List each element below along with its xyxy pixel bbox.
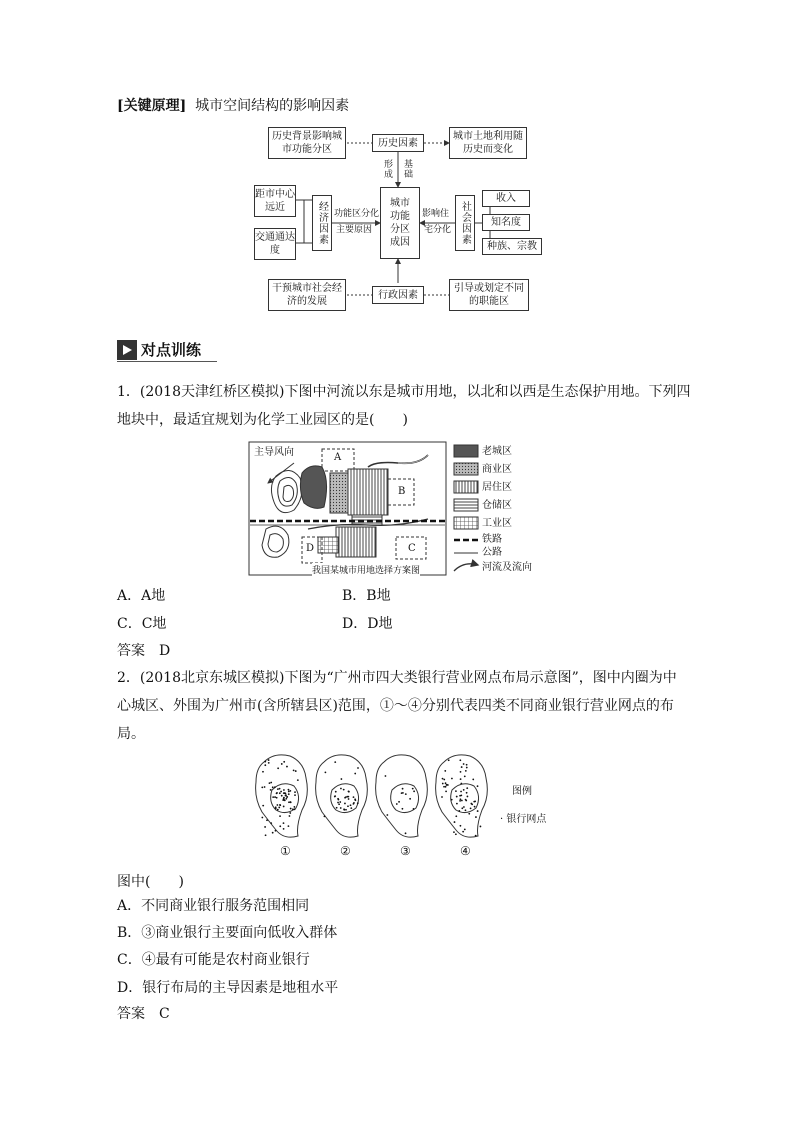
bank-dot [283,828,285,830]
bank-dot [465,770,467,772]
bank-dot [354,798,356,800]
bank-dot [338,803,340,805]
legend-residential: 居住区 [482,482,512,493]
bank-dot [324,815,326,817]
q2-legend-title: 图例 [512,786,532,797]
center-box [380,187,420,259]
bank-dot [448,759,450,761]
bank-dot [292,808,294,810]
bank-dot [464,829,466,831]
legend-industrial: 工业区 [482,518,512,529]
bank-dot [468,813,470,815]
bank-dot [340,807,342,809]
social-factor-box: 社会因素 [455,195,475,251]
bank-dot [480,826,482,828]
bank-dot [462,831,464,833]
bank-dot [268,759,270,761]
bank-dot [465,809,467,811]
econ-traffic-box: 交通通达度 [254,228,296,260]
bank-dot [283,806,285,808]
bank-dot [456,803,458,805]
history-left-box: 历史背景影响城市功能分区 [268,127,346,159]
key-principle-tag: [关键原理] [117,98,187,114]
bank-dot [461,766,463,768]
bank-dot [277,767,279,769]
bank-dot [279,815,281,817]
arrow-label-form: 形成 [382,159,392,179]
bank-dot [339,801,341,803]
legend-river: 河流及流向 [482,562,532,573]
econ-distance-box: 距市中心远近 [254,185,296,217]
bank-dot [269,782,271,784]
bank-dot [463,789,465,791]
bank-dot [281,763,283,765]
bank-dot [459,759,461,761]
bank-dot [401,792,403,794]
q1-option-c[interactable]: C．C地 [117,616,167,632]
bank-dot [344,797,346,799]
bank-dot [262,805,264,807]
bank-dot [466,787,468,789]
q1-option-d[interactable]: D．D地 [342,616,393,632]
admin-right-box: 引导或划定不同的职能区 [449,279,529,311]
social-race-box: 种族、宗教 [482,238,542,255]
q2-map-label-2: ② [340,844,351,858]
bank-dot [268,762,270,764]
bank-dot [294,794,296,796]
bank-dot [456,796,458,798]
bank-dot [275,830,277,832]
q2-option-a[interactable]: A．不同商业银行服务范围相同 [117,898,310,914]
bank-dot [474,806,476,808]
q2-map-label-1: ① [280,844,291,858]
bank-dot [413,790,415,792]
history-right-box: 城市土地利用随历史而变化 [449,127,527,159]
q2-lead: 图中( ) [117,874,184,890]
bank-dot [385,775,387,777]
bank-dot [272,832,274,834]
bank-dot [402,788,404,790]
q2-map-label-3: ③ [400,844,411,858]
bank-dot [465,799,467,801]
bank-dot [445,782,447,784]
bank-dot [275,807,277,809]
bank-dot [471,803,473,805]
bank-dot [337,802,339,804]
section-header [117,340,217,362]
q1-answer: 答案 D [117,643,171,659]
legend-railway: 铁路 [482,534,502,545]
bank-dot [357,802,359,804]
q2-option-b[interactable]: B．③商业银行主要面向低收入群体 [117,925,338,941]
q1-zone-a: A [334,452,342,463]
bank-dot [279,788,281,790]
bank-dot [261,817,263,819]
bank-dot [353,796,355,798]
q1-option-a[interactable]: A．A地 [117,588,166,604]
bank-dot [445,790,447,792]
legend-road: 公路 [482,547,502,558]
bank-dot [288,825,290,827]
bank-dot [405,832,407,834]
q2-bank-maps [250,748,570,860]
play-icon [117,340,137,360]
bank-dot [460,794,462,796]
key-principle-title: 城市空间结构的影响因素 [195,98,350,114]
q1-zone-d: D [306,543,315,554]
center-outline [391,784,419,813]
bank-dot [396,803,398,805]
bank-map-2 [316,755,368,837]
bank-dot [272,786,274,788]
bank-map-4 [436,755,488,837]
bank-dot [293,769,295,771]
bank-dot [261,786,263,788]
bank-dot [467,796,469,798]
center-outline [451,784,479,813]
bank-dot [413,808,415,810]
bank-dot [386,814,388,816]
bank-dot [279,825,281,827]
bank-dot [283,822,285,824]
bank-dot [463,763,465,765]
bank-dot [441,796,443,798]
bank-dot [477,810,479,812]
social-arrow-bottom: 宅分化 [424,225,452,235]
bank-dot [454,821,456,823]
bank-dot [455,790,457,792]
bank-dot [325,771,327,773]
city-outline [316,755,368,837]
bank-dot [460,791,462,793]
bank-dot [340,788,342,790]
bank-dot [264,786,266,788]
bank-dot [264,761,266,763]
bank-dot [357,767,359,769]
bank-dot [445,786,447,788]
bank-dot [477,785,479,787]
bank-dot [475,835,477,837]
bank-dot [277,788,279,790]
q1-map-caption: 我国某城市用地选择方案图 [312,563,420,576]
bank-map-3 [376,755,428,837]
bank-dot [460,778,462,780]
bank-dot [453,831,455,833]
bank-dot [343,789,345,791]
q1-city-map [248,441,548,578]
econ-arrow-top: 功能区分化 [334,209,380,219]
bank-dot [289,812,291,814]
bank-dot [460,771,462,773]
bank-dot [295,770,297,772]
bank-dot [289,790,291,792]
bank-dot [285,798,287,800]
bank-dot [262,771,264,773]
bank-dot [266,819,268,821]
bank-dot [283,797,285,799]
bank-dot [336,807,338,809]
q2-answer: 答案 C [117,1006,170,1022]
bank-dot [350,807,352,809]
bank-dot [335,791,337,793]
bank-dot [348,798,350,800]
center-text: 城市功能分区成因 [390,198,410,248]
bank-dot [354,773,356,775]
legend-storage: 仓储区 [482,500,512,511]
bank-dot [458,810,460,812]
bank-dot [278,807,280,809]
q2-map-label-4: ④ [460,844,471,858]
bank-dot [460,783,462,785]
bank-dot [272,796,274,798]
bank-map-1 [256,755,308,837]
economic-factor-box: 经济因素 [312,195,332,251]
bank-dot [344,803,346,805]
bank-dot [402,808,404,810]
bank-dot [279,804,281,806]
bank-dot [334,761,336,763]
bank-dot [337,798,339,800]
bank-dot [398,801,400,803]
econ-arrow-bottom: 主要原因 [336,225,373,235]
bank-dot [274,796,276,798]
bank-dot [293,806,295,808]
bank-dot [276,797,278,799]
q1-stem-line2: 地块中，最适宜规划为化学工业园区的是( ) [117,412,408,428]
admin-left-box: 干预城市社会经济的发展 [268,279,346,311]
q1-stem-line1: 1．(2018天津红桥区模拟)下图中河流以东是城市用地，以北和以西是生态保护用地。下列四 [117,384,691,400]
bank-dot [475,816,477,818]
bank-dot [265,834,267,836]
bank-dot [464,775,466,777]
bank-dot [343,809,345,811]
bank-dot [346,796,348,798]
q2-stem-line1: 2．(2018北京东城区模拟)下图为“广州市四大类银行营业网点布局示意图”，图中内圈为中 [117,670,677,686]
bank-dot [443,779,445,781]
factor-diagram [250,125,550,315]
q2-option-c[interactable]: C．④最有可能是农村商业银行 [117,952,310,968]
bank-dot [405,793,407,795]
bank-dot [264,764,266,766]
bank-dot [466,792,468,794]
bank-dot [270,782,272,784]
social-income-box: 收入 [482,190,530,207]
bank-dot [459,800,461,802]
bank-dot [279,792,281,794]
bank-dot [347,805,349,807]
bank-dot [460,798,462,800]
bank-dot [290,801,292,803]
bank-dot [461,800,463,802]
bank-dot [345,809,347,811]
key-principle-line [117,96,349,116]
bank-dot [280,791,282,793]
bank-dot [470,807,472,809]
bank-dot [294,791,296,793]
bank-dot [451,778,453,780]
bank-dot [451,799,453,801]
bank-dot [289,815,291,817]
social-arrow-top: 影响住 [422,209,450,219]
history-factor-box: 历史因素 [372,134,424,152]
bank-dot [474,801,476,803]
bank-dot [276,804,278,806]
q1-option-b[interactable]: B．B地 [342,588,391,604]
section-underline [117,361,217,362]
q2-stem-line2: 心城区、外围为广州市(含所辖县区)范围，①～④分别代表四类不同商业银行营业网点的布 [117,698,674,714]
bank-dot [285,795,287,797]
bank-dot [270,789,272,791]
bank-dot [294,808,296,810]
bank-dot [455,833,457,835]
bank-dot [276,792,278,794]
bank-dot [442,783,444,785]
bank-dot [466,767,468,769]
bank-dot [286,766,288,768]
bank-dot [472,779,474,781]
bank-dot [264,826,266,828]
bank-dot [348,791,350,793]
q2-option-d[interactable]: D．银行布局的主导因素是地租水平 [117,980,339,996]
legend-commercial: 商业区 [482,464,512,475]
bank-dot [463,806,465,808]
q1-zone-c: C [408,543,416,554]
bank-dot [274,786,276,788]
q2-legend-item: · 银行网点 [500,814,547,825]
q2-stem-line3: 局。 [117,726,145,742]
bank-dot [277,809,279,811]
legend-old-town: 老城区 [482,446,512,457]
bank-dot [442,778,444,780]
bank-dot [443,786,445,788]
q1-zone-b: B [398,486,406,497]
section-title: 对点训练 [141,341,202,359]
bank-dot [283,789,285,791]
bank-dot [288,793,290,795]
q1-wind-label: 主导风向 [254,447,294,458]
bank-dot [281,795,283,797]
bank-dot [288,789,290,791]
bank-dot [466,764,468,766]
city-outline [376,755,428,837]
bank-dot [446,784,448,786]
bank-dot [270,822,272,824]
bank-dot [340,778,342,780]
admin-factor-box: 行政因素 [372,286,424,304]
bank-dot [283,761,285,763]
bank-dot [460,825,462,827]
bank-dot [412,788,414,790]
arrow-label-basis: 基础 [402,159,412,179]
bank-dot [288,791,290,793]
bank-dot [444,770,446,772]
bank-dot [409,798,411,800]
bank-dot [286,796,288,798]
bank-dot [350,804,352,806]
bank-dot [334,796,336,798]
bank-dot [285,793,287,795]
bank-dot [290,808,292,810]
bank-dot [353,803,355,805]
bank-dot [297,779,299,781]
social-fame-box: 知名度 [482,214,530,231]
bank-dot [461,807,463,809]
bank-dot [455,815,457,817]
